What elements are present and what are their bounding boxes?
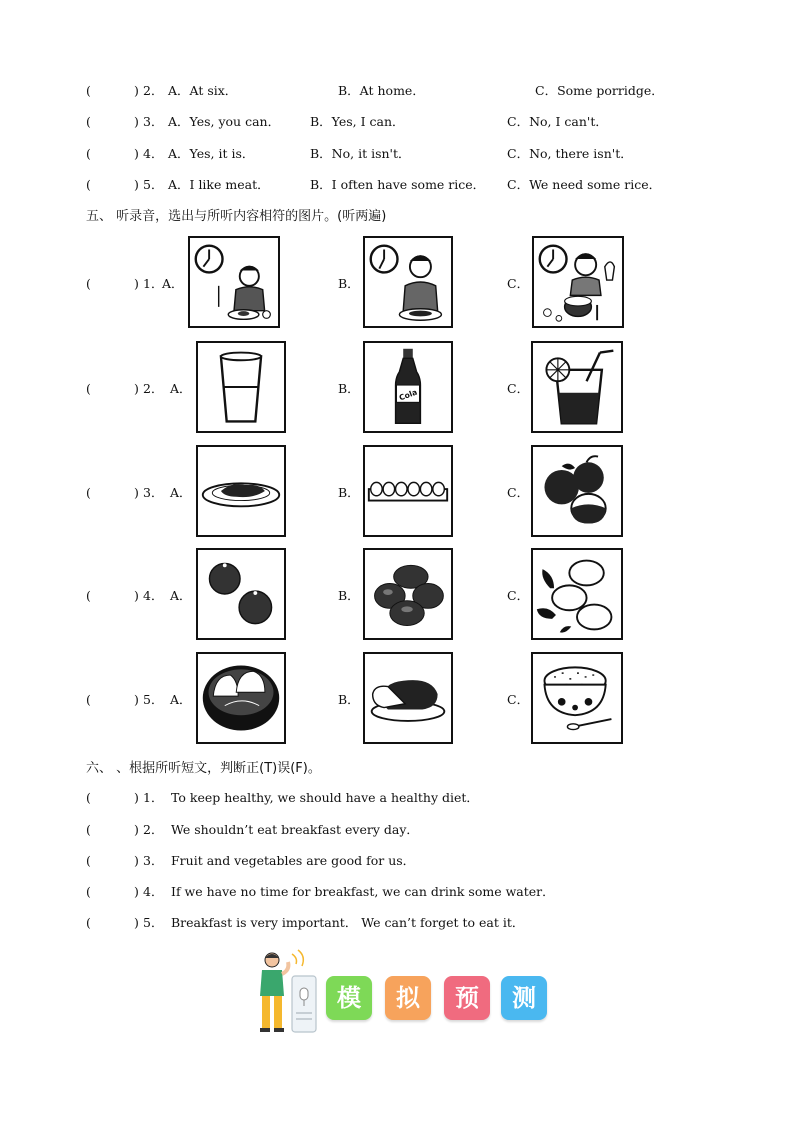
- question-row: [0, 79, 794, 103]
- steamed-buns-icon[interactable]: [196, 652, 286, 744]
- answer-paren-close: ): [134, 83, 139, 98]
- lemons-icon[interactable]: [531, 548, 623, 640]
- question-row: [0, 173, 794, 197]
- statement-text: Breakfast is very important． We can’t forget to eat it．: [171, 915, 525, 930]
- question-number: 1．: [143, 276, 164, 291]
- listening-person-icon: [252, 948, 324, 1034]
- answer-paren-close: ): [134, 485, 139, 500]
- answer-paren-close: ): [134, 114, 139, 129]
- answer-paren-open[interactable]: (: [86, 381, 91, 396]
- option-b-label: B．: [338, 276, 360, 291]
- statement-text: We shouldn’t eat breakfast every day．: [171, 822, 419, 837]
- answer-paren-close: ): [134, 692, 139, 707]
- answer-paren-close: ): [134, 884, 139, 899]
- answer-paren-open[interactable]: (: [86, 485, 91, 500]
- answer-paren-close: ): [134, 276, 139, 291]
- question-number: 5．: [143, 177, 164, 192]
- picture-question-row: [0, 548, 794, 644]
- question-row: [0, 911, 794, 935]
- picture-question-row: [0, 341, 794, 437]
- answer-paren-close: ): [134, 588, 139, 603]
- option-c-label: C．: [507, 381, 530, 396]
- clock-boy-burger-icon[interactable]: [532, 236, 624, 328]
- answer-paren-close: ): [134, 177, 139, 192]
- tile-mo: [326, 976, 372, 1020]
- option-a: A．At six．: [168, 83, 238, 98]
- juice-glass-icon[interactable]: [531, 341, 623, 433]
- option-a-label: A．: [170, 588, 192, 603]
- answer-paren-close: ): [134, 915, 139, 930]
- answer-paren-open[interactable]: (: [86, 790, 91, 805]
- question-number: 5．: [143, 692, 164, 707]
- option-c: C．We need some rice．: [507, 177, 662, 192]
- meat-plate-icon[interactable]: [196, 445, 286, 537]
- section6-heading: 六、 、根据所听短文，判断正(T)误(F)。: [86, 761, 321, 776]
- question-row: [0, 880, 794, 904]
- potatoes-icon[interactable]: [363, 548, 453, 640]
- option-b-label: B．: [338, 381, 360, 396]
- water-glass-icon[interactable]: [196, 341, 286, 433]
- answer-paren-close: ): [134, 146, 139, 161]
- question-row: [0, 818, 794, 842]
- option-b: B．No, it isn't．: [310, 146, 411, 161]
- question-row: [0, 110, 794, 134]
- oranges-icon[interactable]: [196, 548, 286, 640]
- option-c-label: C．: [507, 276, 530, 291]
- question-number: 4．: [143, 146, 164, 161]
- question-number: 4．: [143, 884, 164, 899]
- answer-paren-open[interactable]: (: [86, 146, 91, 161]
- tile-char: 拟: [396, 984, 420, 1012]
- answer-paren-open[interactable]: (: [86, 884, 91, 899]
- option-c-label: C．: [507, 588, 530, 603]
- tile-ni: [385, 976, 431, 1020]
- option-a: A．Yes, you can．: [168, 114, 281, 129]
- option-b-label: B．: [338, 485, 360, 500]
- tile-char: 预: [455, 984, 479, 1012]
- answer-paren-open[interactable]: (: [86, 692, 91, 707]
- question-number: 1．: [143, 790, 164, 805]
- picture-question-row: [0, 445, 794, 541]
- option-a-label: A．: [170, 485, 192, 500]
- section5-heading: 五、 听录音，选出与所听内容相符的图片。(听两遍): [86, 209, 387, 224]
- option-b: B．Yes, I can．: [310, 114, 405, 129]
- statement-text: To keep healthy, we should have a healthy diet．: [171, 790, 479, 805]
- tile-yu: [444, 976, 490, 1020]
- statement-text: If we have no time for breakfast, we can drink some water．: [171, 884, 555, 899]
- apples-icon[interactable]: [531, 445, 623, 537]
- option-a-label: A．: [170, 692, 192, 707]
- option-b-label: B．: [338, 692, 360, 707]
- option-b: B．At home．: [338, 83, 425, 98]
- tile-char: 测: [512, 984, 536, 1012]
- eggs-tray-icon[interactable]: [363, 445, 453, 537]
- option-c: C．No, there isn't．: [507, 146, 633, 161]
- option-c-label: C．: [507, 692, 530, 707]
- option-a-label: A．: [170, 381, 192, 396]
- answer-paren-open[interactable]: (: [86, 177, 91, 192]
- answer-paren-open[interactable]: (: [86, 83, 91, 98]
- answer-paren-open[interactable]: (: [86, 588, 91, 603]
- picture-question-row: [0, 236, 794, 332]
- option-b: B．I often have some rice．: [310, 177, 486, 192]
- option-c-label: C．: [507, 485, 530, 500]
- question-number: 3．: [143, 114, 164, 129]
- rice-bowl-icon[interactable]: [531, 652, 623, 744]
- clock-boy-eating-icon[interactable]: [188, 236, 280, 328]
- question-number: 2．: [143, 822, 164, 837]
- answer-paren-open[interactable]: (: [86, 915, 91, 930]
- picture-question-row: [0, 652, 794, 748]
- answer-paren-open[interactable]: (: [86, 114, 91, 129]
- clock-boy-plate-icon[interactable]: [363, 236, 453, 328]
- answer-paren-close: ): [134, 790, 139, 805]
- answer-paren-open[interactable]: (: [86, 853, 91, 868]
- cola-bottle-icon[interactable]: [363, 341, 453, 433]
- statement-text: Fruit and vegetables are good for us．: [171, 853, 416, 868]
- option-a: A．I like meat．: [168, 177, 270, 192]
- question-number: 3．: [143, 485, 164, 500]
- option-c: C．Some porridge．: [535, 83, 664, 98]
- cola-label: Cola: [397, 387, 419, 403]
- footer-banner: [252, 948, 552, 1038]
- question-number: 5．: [143, 915, 164, 930]
- question-number: 4．: [143, 588, 164, 603]
- answer-paren-open[interactable]: (: [86, 822, 91, 837]
- question-row: [0, 849, 794, 873]
- question-row: [0, 142, 794, 166]
- option-a: A．Yes, it is．: [168, 146, 255, 161]
- answer-paren-close: ): [134, 853, 139, 868]
- option-b-label: B．: [338, 588, 360, 603]
- answer-paren-open[interactable]: (: [86, 276, 91, 291]
- question-number: 2．: [143, 83, 164, 98]
- option-c: C．No, I can't．: [507, 114, 608, 129]
- option-a-label: A．: [162, 276, 184, 291]
- question-number: 2．: [143, 381, 164, 396]
- answer-paren-close: ): [134, 381, 139, 396]
- tile-ce: [501, 976, 547, 1020]
- tile-char: 模: [337, 984, 361, 1012]
- answer-paren-close: ): [134, 822, 139, 837]
- question-row: [0, 786, 794, 810]
- bread-plate-icon[interactable]: [363, 652, 453, 744]
- question-number: 3．: [143, 853, 164, 868]
